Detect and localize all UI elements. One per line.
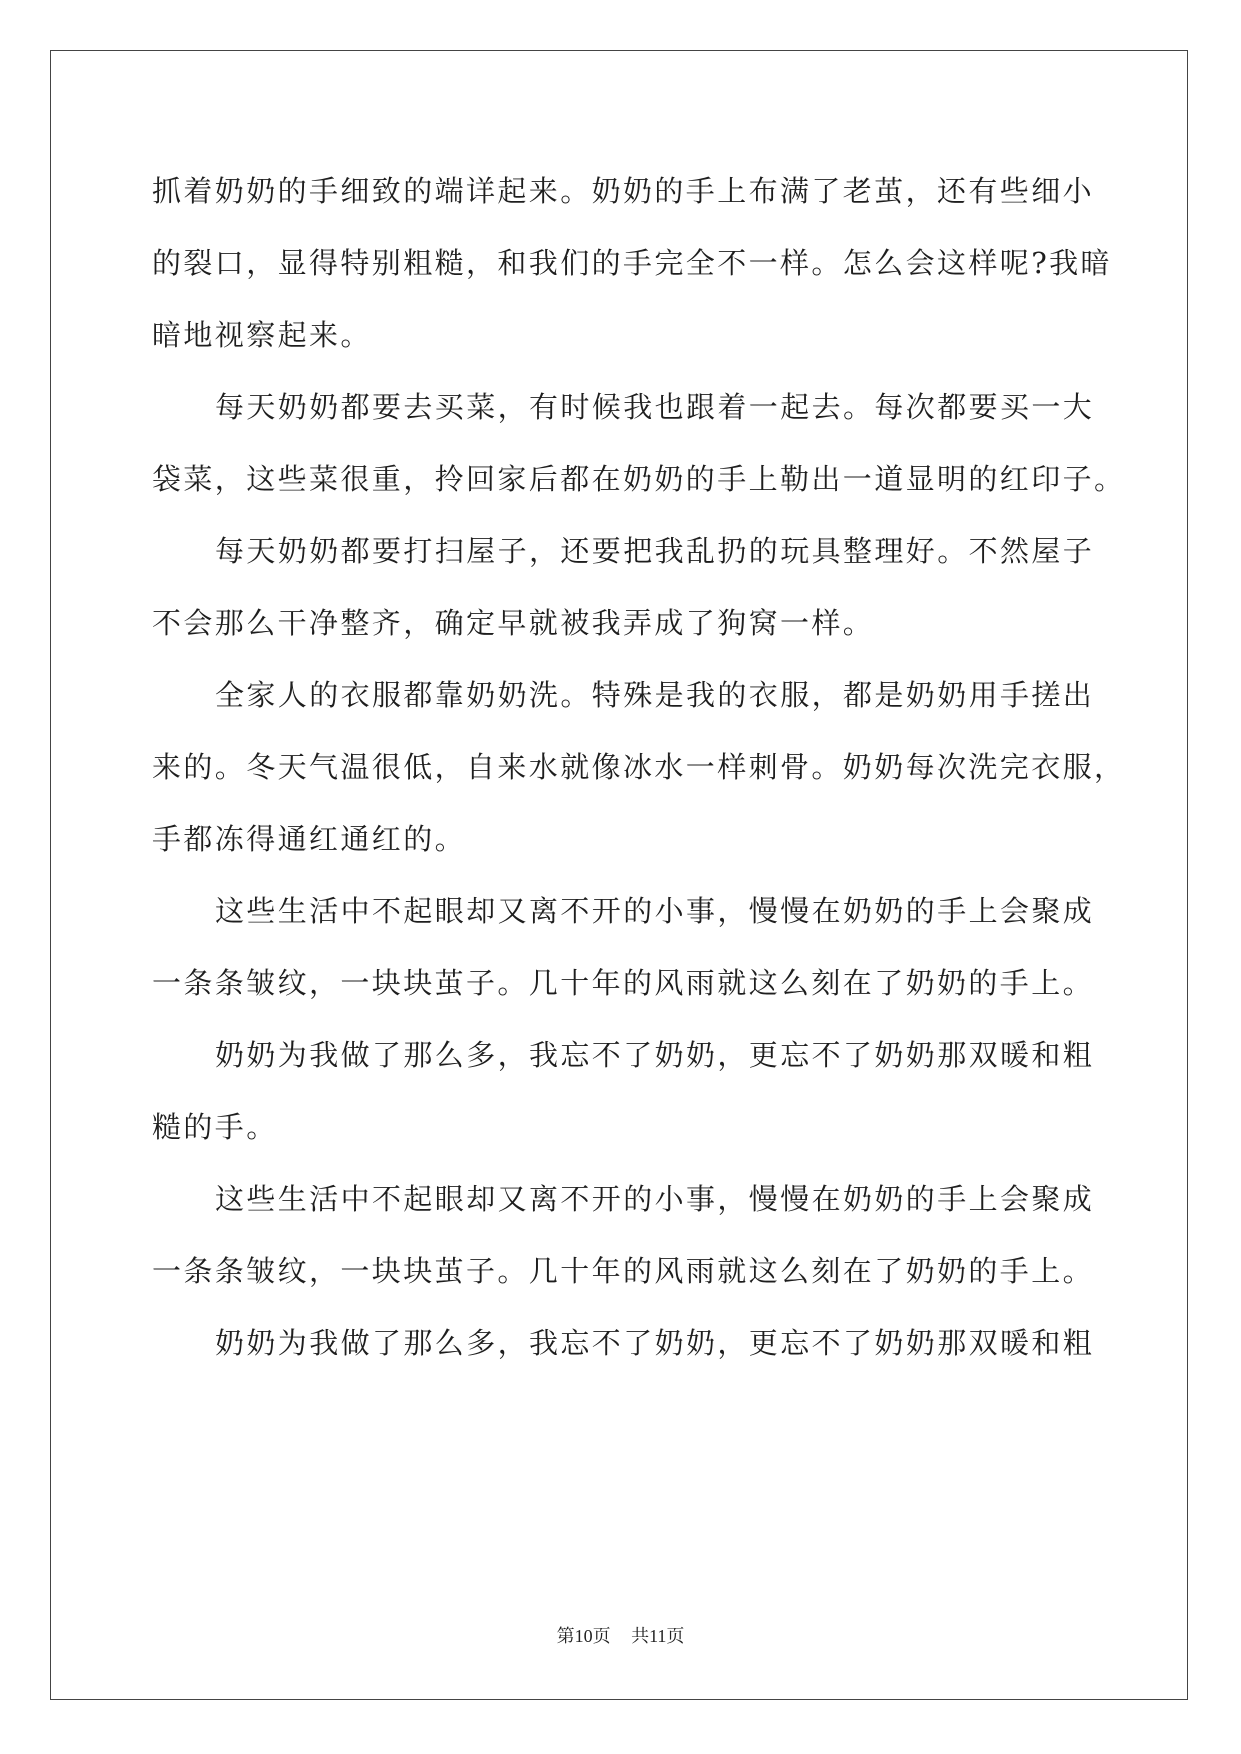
paragraph-start-line: 这些生活中不起眼却又离不开的小事，慢慢在奶奶的手上会聚成 (215, 894, 1095, 928)
page-footer (0, 1622, 1241, 1648)
text-line: 的裂口，显得特别粗糙，和我们的手完全不一样。怎么会这样呢?我暗 (152, 246, 1112, 280)
text-line: 一条条皱纹，一块块茧子。几十年的风雨就这么刻在了奶奶的手上。 (152, 1254, 1095, 1288)
total-pages-label: 共11页 (631, 1626, 685, 1646)
paragraph-start-line: 每天奶奶都要打扫屋子，还要把我乱扔的玩具整理好。不然屋子 (215, 534, 1095, 568)
text-line: 不会那么干净整齐，确定早就被我弄成了狗窝一样。 (152, 606, 875, 640)
paragraph-start-line: 全家人的衣服都靠奶奶洗。特殊是我的衣服，都是奶奶用手搓出 (215, 678, 1095, 712)
paragraph-start-line: 每天奶奶都要去买菜，有时候我也跟着一起去。每次都要买一大 (215, 390, 1095, 424)
text-line: 抓着奶奶的手细致的端详起来。奶奶的手上布满了老茧，还有些细小 (152, 174, 1095, 208)
text-line: 袋菜，这些菜很重，拎回家后都在奶奶的手上勒出一道显明的红印子。 (152, 462, 1126, 496)
text-line: 一条条皱纹，一块块茧子。几十年的风雨就这么刻在了奶奶的手上。 (152, 966, 1095, 1000)
text-line: 手都冻得通红通红的。 (152, 822, 467, 856)
current-page-label: 第10页 (556, 1626, 611, 1646)
paragraph-start-line: 奶奶为我做了那么多，我忘不了奶奶，更忘不了奶奶那双暖和粗 (215, 1326, 1095, 1360)
text-line: 暗地视察起来。 (152, 318, 372, 352)
paragraph-start-line: 这些生活中不起眼却又离不开的小事，慢慢在奶奶的手上会聚成 (215, 1182, 1095, 1216)
text-line: 来的。冬天气温很低，自来水就像冰水一样刺骨。奶奶每次洗完衣服， (152, 750, 1126, 784)
text-line: 糙的手。 (152, 1110, 278, 1144)
paragraph-start-line: 奶奶为我做了那么多，我忘不了奶奶，更忘不了奶奶那双暖和粗 (215, 1038, 1095, 1072)
page-border (50, 50, 1188, 1700)
